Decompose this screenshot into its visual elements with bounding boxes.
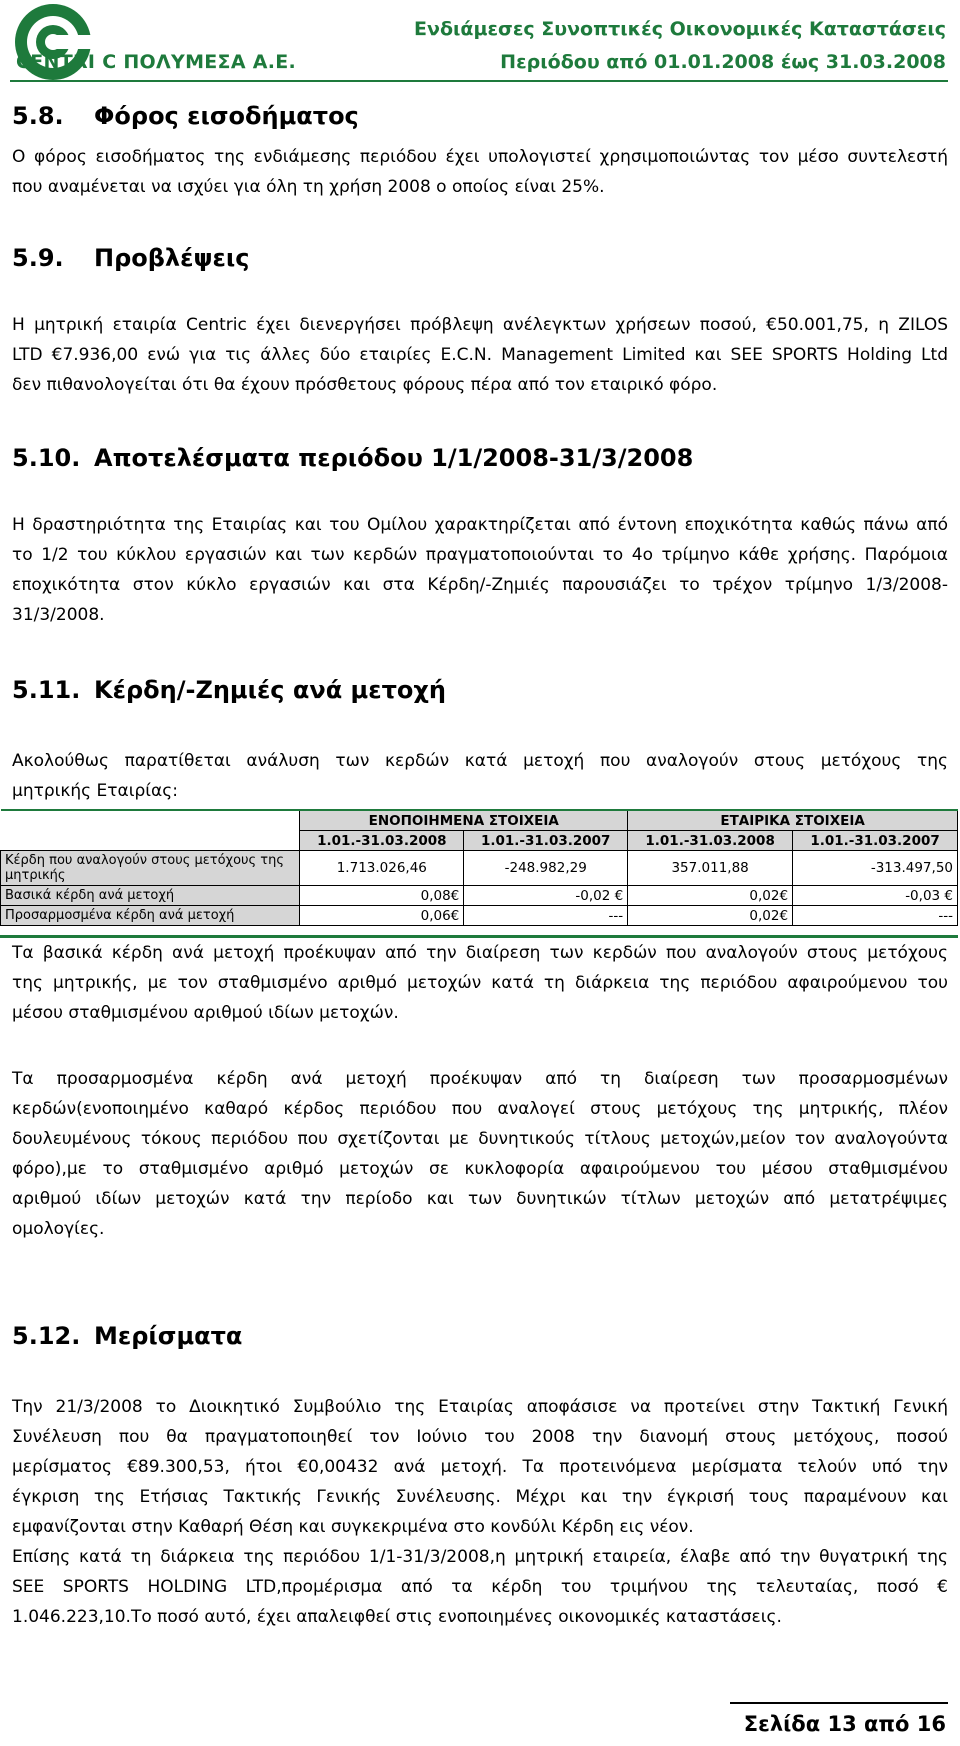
text-line: εποχικότητα στον κύκλο εργασιών και στα Κέρδη/-Ζημιές παρουσιάζει το τρέχον τρίμηνο 1/3/2008- [12,575,948,595]
text-line: μητρικής Εταιρίας: [12,781,178,801]
table-corner-cell [1,810,300,831]
section-title: Κέρδη/-Ζημιές ανά μετοχή [94,676,446,704]
table-row [1,886,958,906]
group-header-company: ΕΤΑΙΡΙΚΑ ΣΤΟΙΧΕΙΑ [628,810,958,831]
section-number: 5.11. [12,676,81,704]
table-cell: -0,02 € [464,886,628,906]
document-period: Περιόδου από 01.01.2008 έως 31.03.2008 [500,51,946,73]
table-cell: 0,02€ [628,886,793,906]
page-number: Σελίδα 13 από 16 [743,1712,946,1736]
text-line: LTD €7.936,00 ενώ για τις άλλες δύο εταιρίες E.C.N. Management Limited και SEE SPORTS Holding Ltd [12,345,948,365]
table-cell: 1.713.026,46 [300,851,464,886]
group-header-consolidated: ΕΝΟΠΟΙΗΜΕΝΑ ΣΤΟΙΧΕΙΑ [300,810,628,831]
row-label: Βασικά κέρδη ανά μετοχή [1,886,300,906]
section-number: 5.10. [12,444,81,472]
text-line: εμφανίζονται στην Καθαρή Θέση και συγκεκριμένα στο κονδύλι Κέρδη εις νέον. [12,1517,694,1537]
text-line: φόρο),με το σταθμισμένο αριθμό μετοχών σε κυκλοφορία αφαιρούμενου του μέσου σταθμισμένου [12,1159,948,1179]
text-line: κερδών(ενοποιημένο καθαρό κέρδος περιόδου που αναλογεί στους μετόχους της μητρικής, πλέον [12,1099,948,1119]
section-heading-5-12 [12,1322,242,1350]
text-line: που αναμένεται να ισχύει για όλη τη χρήση 2008 ο οποίος είναι 25%. [12,177,605,197]
section-heading-5-8 [12,102,359,130]
text-line: μερίσματος €89.300,53, ήτοι €0,00432 ανά μετοχή. Τα προτεινόμενα μερίσματα τελούν υπό την [12,1457,948,1477]
text-line: 1.046.223,10.Το ποσό αυτό, έχει απαλειφθεί στις ενοποιημένες οικονομικές καταστάσεις. [12,1607,782,1627]
table-cell: 357.011,88 [628,851,793,886]
section-5-10-text [12,510,948,630]
section-heading-5-9 [12,244,249,272]
table-row [1,906,958,926]
text-line: Τα προσαρμοσμένα κέρδη ανά μετοχή προέκυψαν από τη διαίρεση των προσαρμοσμένων [12,1069,948,1089]
table-cell: 0,02€ [628,906,793,926]
table-cell: -0,03 € [793,886,958,906]
text-line: Η δραστηριότητα της Εταιρίας και του Ομίλου χαρακτηρίζεται από έντονη εποχικότητα καθώς πάνω από [12,515,948,535]
section-title: Προβλέψεις [94,244,250,272]
header-divider [10,80,948,82]
table-group-header-row [1,810,958,831]
section-title: Αποτελέσματα περιόδου 1/1/2008-31/3/2008 [94,444,694,472]
text-line: δεν πιθανολογείται ότι θα έχουν πρόσθετους φόρους πέρα από τον εταιρικό φόρο. [12,375,718,395]
section-5-11-diluted-eps-text [12,1064,948,1244]
table-row [1,851,958,886]
row-label: Κέρδη που αναλογούν στους μετόχους της μητρικής [1,851,300,886]
company-name: CENTRI C ΠΟΛΥΜΕΣΑ Α.Ε. [16,51,297,73]
eps-table [0,809,958,926]
footer-divider [730,1702,948,1704]
text-line: της μητρικής, με τον σταθμισμένο αριθμό μετοχών κατά τη διάρκεια της περιόδου αφαιρούμενου του [12,973,948,993]
text-line: το 1/2 του κύκλου εργασιών και των κερδών πραγματοποιούνται το 4ο τρίμηνο κάθε χρήσης. Παρόμοια [12,545,948,565]
section-title: Μερίσματα [94,1322,243,1350]
section-heading-5-11 [12,676,446,704]
text-line: Η μητρική εταιρία Centric έχει διενεργήσει πρόβλεψη ανέλεγκτων χρήσεων ποσού, €50.001,75, η ZILOS [12,315,948,335]
section-number: 5.12. [12,1322,81,1350]
document-title: Ενδιάμεσες Συνοπτικές Οικονομικές Καταστάσεις [414,18,946,40]
table-cell: --- [464,906,628,926]
text-line: Ακολούθως παρατίθεται ανάλυση των κερδών κατά μετοχή που αναλογούν στους μετόχους της [12,751,948,771]
table-cell: 0,06€ [300,906,464,926]
section-5-11-intro [12,746,948,806]
text-line: δουλευμένους τόκους περιόδου που σχετίζονται με δυνητικούς τίτλους μετοχών,μείον τον αναλογούντα [12,1129,948,1149]
text-line: αριθμού ιδίων μετοχών κατά την περίοδο και των δυνητικών τίτλων μετοχών από μετατρέψιμες [12,1189,948,1209]
section-5-11-basic-eps-text [12,938,948,1028]
table-corner-cell [1,831,300,851]
section-5-8-text [12,142,948,202]
text-line: SEE SPORTS HOLDING LTD,προμέρισμα από τα κέρδη του τριμήνου της τελευταίας, ποσό € [12,1577,948,1597]
text-line: μέσου σταθμισμένου αριθμού ιδίων μετοχών. [12,1003,399,1023]
text-line: έγκριση της Ετήσιας Τακτικής Γενικής Συνέλευσης. Μέχρι και την έγκρισή τους παραμένουν και [12,1487,948,1507]
table-cell: 0,08€ [300,886,464,906]
section-heading-5-10 [12,444,693,472]
section-title: Φόρος εισοδήματος [94,102,359,130]
table-cell: --- [793,906,958,926]
text-line: Τα βασικά κέρδη ανά μετοχή προέκυψαν από την διαίρεση των κερδών που αναλογούν στους μετόχους [12,943,948,963]
text-line: Ο φόρος εισοδήματος της ενδιάμεσης περιόδου έχει υπολογιστεί χρησιμοποιώντας τον μέσο συντελεστή [12,147,948,167]
period-header: 1.01.-31.03.2008 [628,831,793,851]
text-line: Την 21/3/2008 το Διοικητικό Συμβούλιο της Εταιρίας αποφάσισε να προτείνει στην Τακτική Γενική [12,1397,948,1417]
text-line: ομολογίες. [12,1219,105,1239]
text-line: Επίσης κατά τη διάρκεια της περιόδου 1/1-31/3/2008,η μητρική εταιρεία, έλαβε από την θυγατρική της [12,1547,948,1567]
section-5-12-text [12,1392,948,1632]
table-cell: -248.982,29 [464,851,628,886]
section-number: 5.9. [12,244,64,272]
table-cell: -313.497,50 [793,851,958,886]
table-period-header-row [1,831,958,851]
text-line: 31/3/2008. [12,605,105,625]
row-label: Προσαρμοσμένα κέρδη ανά μετοχή [1,906,300,926]
text-line: Συνέλευση που θα πραγματοποιηθεί τον Ιούνιο του 2008 την διανομή στους μετόχους, ποσού [12,1427,948,1447]
section-5-9-text [12,310,948,400]
period-header: 1.01.-31.03.2008 [300,831,464,851]
section-number: 5.8. [12,102,64,130]
period-header: 1.01.-31.03.2007 [464,831,628,851]
period-header: 1.01.-31.03.2007 [793,831,958,851]
